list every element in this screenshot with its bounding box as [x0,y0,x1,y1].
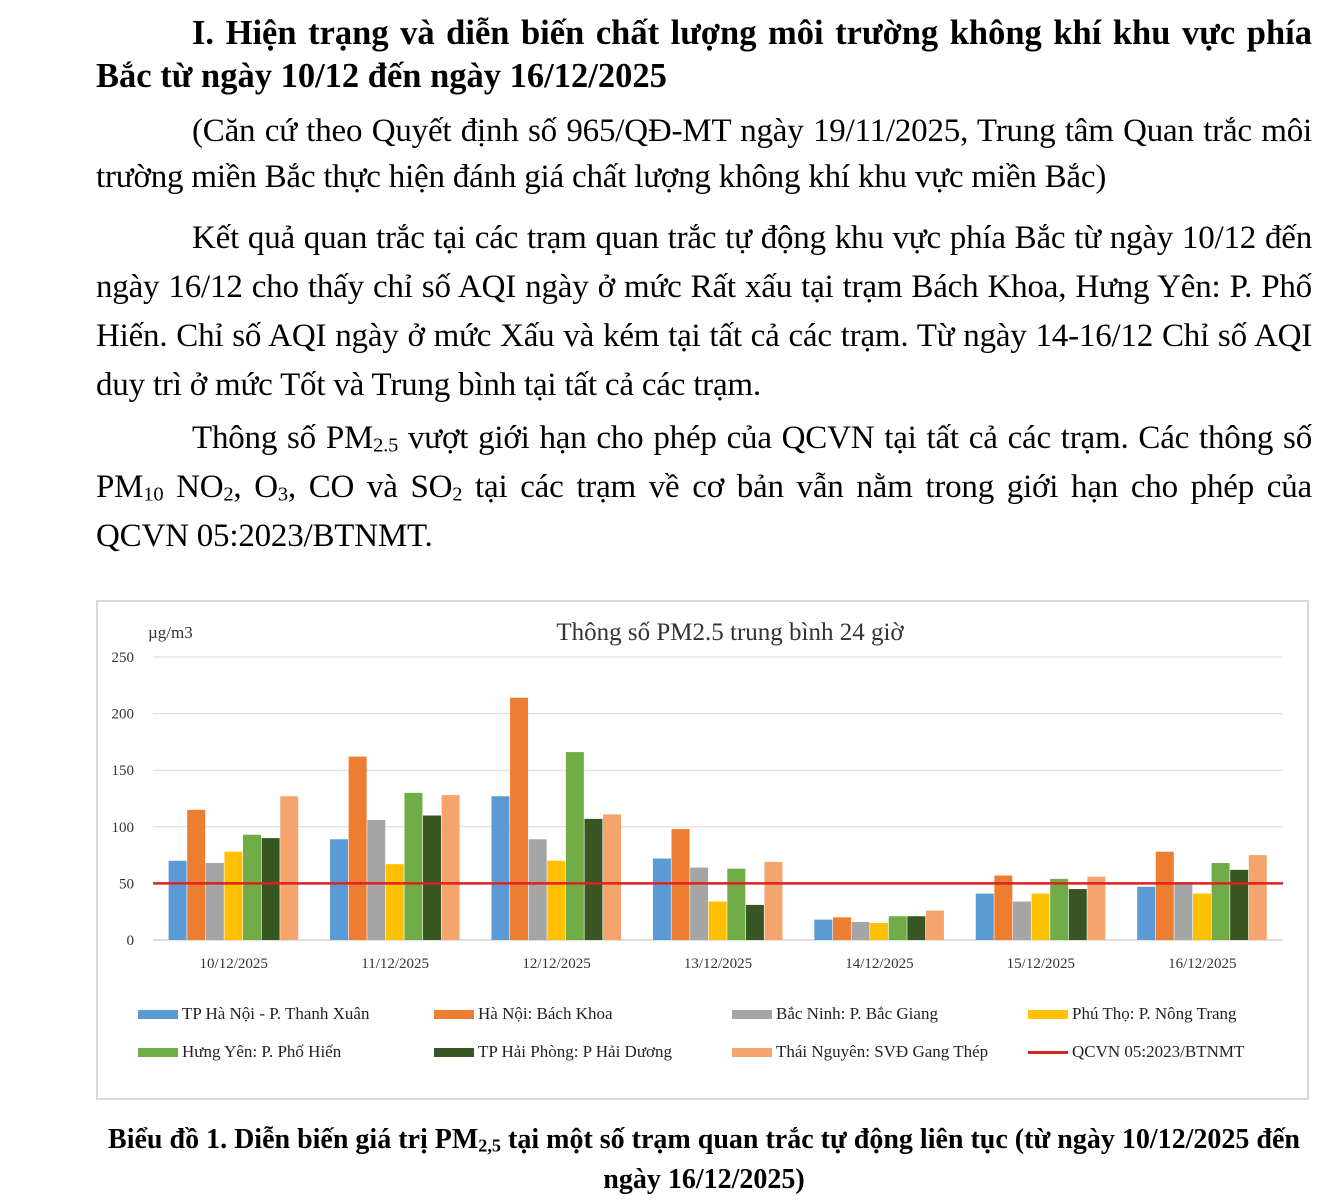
caption-subscript: 2,5 [478,1135,502,1156]
bar [746,905,764,940]
pm-paragraph [96,414,1312,561]
legend-swatch [138,1010,178,1019]
bar [603,814,621,940]
bar [1087,877,1105,940]
no2-subscript: 2 [223,483,234,506]
bar [1249,855,1267,940]
aqi-paragraph: Kết quả quan trắc tại các trạm quan trắc tự động khu vực phía Bắc từ ngày 10/12 đến ngày 16/12 cho thấy chỉ số AQI ngày ở mức Rất xấu tại trạm Bách Khoa, Hưng Yên: P. Phố Hiến. Chỉ số AQI ngày ở mức Xấu và kém tại tất cả các trạm. Từ ngày 14-16/12 Chỉ số AQI duy trì ở mức Tốt và Trung bình tại tất cả các trạm. [96,220,1312,403]
bar [491,796,509,940]
y-tick-label: 100 [111,819,134,836]
bar [367,820,385,940]
bar [349,757,367,940]
legend-item [732,1004,938,1024]
legend-label: Bắc Ninh: P. Bắc Giang [776,1004,938,1023]
bar [262,838,280,940]
legend-item [434,1042,672,1062]
bar [206,863,224,940]
bar [442,795,460,940]
bar [529,839,547,940]
bar [870,923,888,940]
bar [833,917,851,940]
bar [814,920,832,940]
y-tick-label: 250 [111,650,134,666]
bar [224,852,242,940]
bar [1050,879,1068,940]
pm-text-1: Thông số PM [192,420,374,456]
pm10-subscript: 10 [143,483,164,506]
bar [926,911,944,940]
chart-legend [138,1004,1278,1084]
y-tick-label: 200 [111,706,134,723]
caption-text-2: tại một số trạm quan trắc tự động liên tục (từ ngày 10/12/2025 đến ngày 16/12/2025) [501,1124,1300,1195]
legend-item [138,1042,341,1062]
legend-item [1028,1004,1237,1024]
legend-line-swatch [1028,1051,1068,1054]
legend-swatch [1028,1010,1068,1019]
y-tick-label: 0 [126,933,134,949]
legend-label: Hưng Yên: P. Phố Hiến [182,1042,342,1061]
pm25-chart [96,600,1309,1100]
note-paragraph: (Căn cứ theo Quyết định số 965/QĐ-MT ngày 19/11/2025, Trung tâm Quan trắc môi trường miền Bắc thực hiện đánh giá chất lượng không khí khu vực miền Bắc) [96,113,1312,195]
pm25-subscript: 2.5 [373,434,399,457]
legend-label: Thái Nguyên: SVĐ Gang Thép [776,1042,989,1061]
figure-caption [96,1120,1312,1200]
bar [510,698,528,940]
bar [1212,863,1230,940]
bar [907,916,925,940]
pm-text-6: tại các trạm về cơ bản vẫn nằm trong giới hạn cho phép của QCVN 05:2023/BTNMT. [96,469,1312,554]
legend-label: Hà Nội: Bách Khoa [478,1004,613,1023]
caption-text-1: Biểu đồ 1. Diễn biến giá trị PM [108,1124,479,1155]
bar [423,815,441,940]
chart-y-unit: µg/m3 [148,623,193,642]
x-tick-label: 10/12/2025 [199,956,268,972]
bar [187,810,205,940]
bar [547,861,565,940]
legend-swatch [732,1048,772,1057]
so2-subscript: 2 [452,483,463,506]
pm-text-2: vượt giới hạn cho phép của QCVN tại tất cả các trạm. Các thông số PM [96,420,1312,505]
bar [709,902,727,940]
legend-label: Phú Thọ: P. Nông Trang [1072,1004,1237,1023]
bar [1193,894,1211,940]
legend-swatch [732,1010,772,1019]
bar [1230,870,1248,940]
bar [584,819,602,940]
chart-title: Thông số PM2.5 trung bình 24 giờ [556,619,904,646]
bar [690,868,708,940]
legend-swatch [434,1010,474,1019]
bar [1137,887,1155,940]
bar [1032,894,1050,940]
bar [727,869,745,940]
x-tick-label: 16/12/2025 [1168,956,1237,972]
bar [889,916,907,940]
bar [765,862,783,940]
bar [386,864,404,940]
bar [653,858,671,940]
bar [243,835,261,940]
bar [169,861,187,940]
x-tick-label: 15/12/2025 [1006,956,1076,972]
legend-label: TP Hà Nội - P. Thanh Xuân [182,1004,370,1023]
bar [976,894,994,940]
bar [404,793,422,940]
bar [1069,889,1087,940]
document-page [96,0,1312,561]
bar [330,839,348,940]
x-tick-label: 13/12/2025 [683,956,753,972]
x-tick-label: 12/12/2025 [522,956,591,972]
legend-label: QCVN 05:2023/BTNMT [1072,1042,1245,1061]
legend-swatch [434,1048,474,1057]
y-tick-label: 150 [111,763,134,780]
bar [1013,902,1031,940]
bar [852,922,870,940]
legend-label: TP Hải Phòng: P Hải Dương [478,1042,673,1061]
x-tick-label: 11/12/2025 [361,956,430,972]
section-heading: I. Hiện trạng và diễn biến chất lượng môi trường không khí khu vực phía Bắc từ ngày 10/12 đến ngày 16/12/2025 [96,14,1312,95]
pm-text-4: , O [233,469,278,505]
bar [566,752,584,940]
o3-subscript: 3 [277,483,288,506]
legend-item [138,1004,369,1024]
legend-item [1028,1042,1244,1062]
bar [994,875,1012,940]
legend-item [434,1004,613,1024]
pm-text-3: NO [163,469,224,505]
pm-text-5: , CO và SO [287,469,453,505]
bar [1174,882,1192,940]
bar [1156,852,1174,940]
x-tick-label: 14/12/2025 [845,956,914,972]
legend-swatch [138,1048,178,1057]
bar [280,796,298,940]
y-tick-label: 50 [119,876,134,893]
legend-item [732,1042,988,1062]
